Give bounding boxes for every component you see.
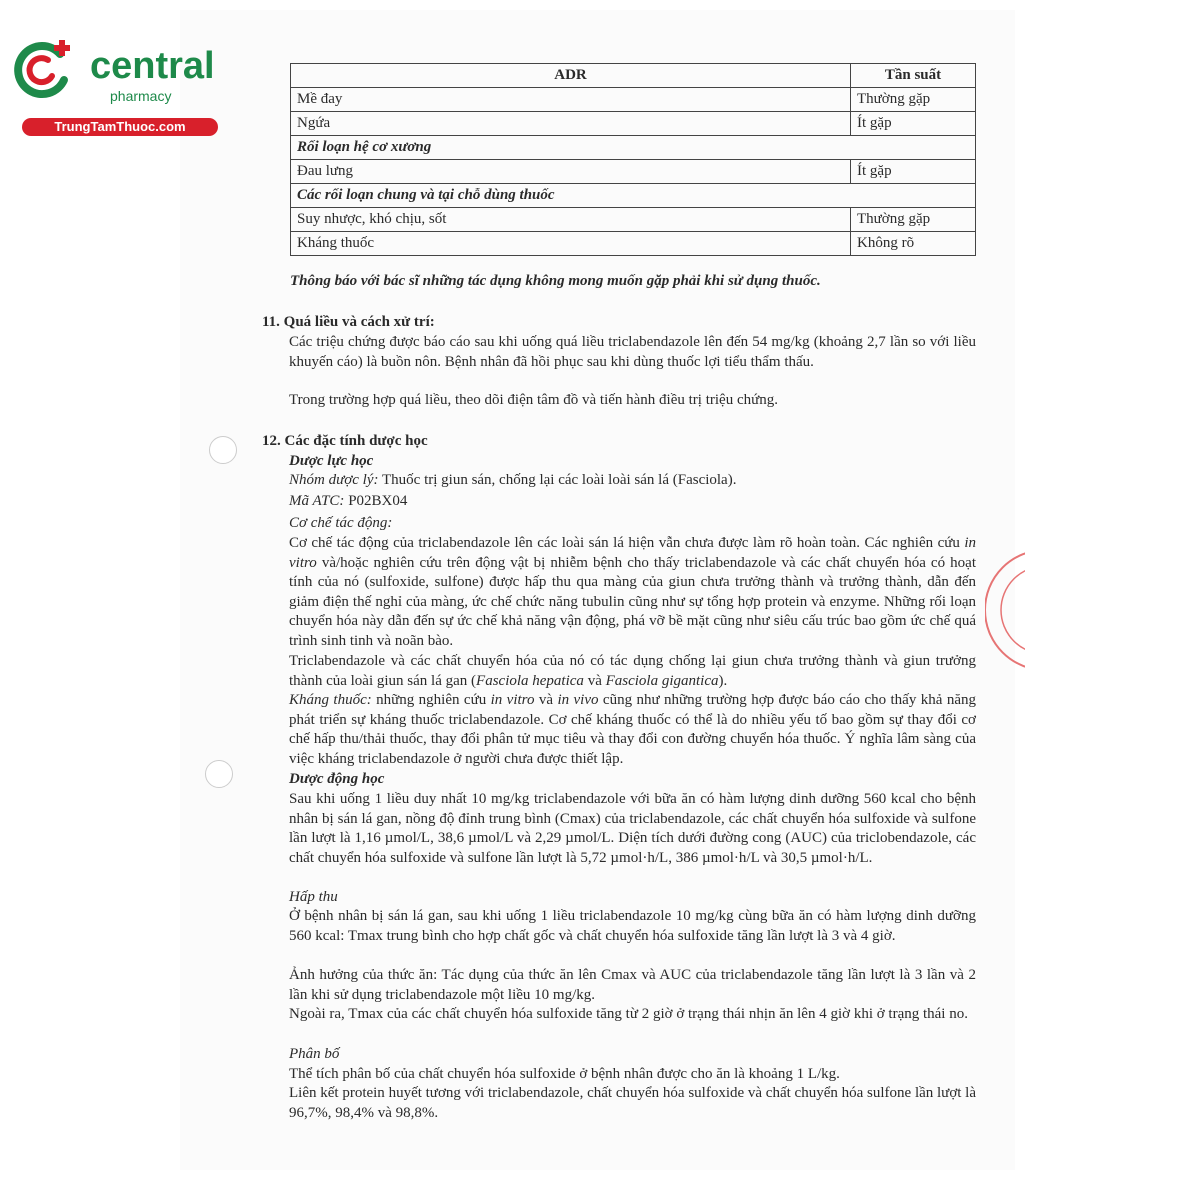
frequency-cell: Thường gặp [851, 208, 976, 232]
frequency-cell: Ít gặp [851, 112, 976, 136]
table-group-row [291, 184, 976, 208]
subsection-title: Hấp thu [289, 889, 338, 905]
distribution-paragraph: Thể tích phân bố của chất chuyển hóa sulfoxide ở bệnh nhân được cho ăn là khoảng 1 L/kg. [289, 1066, 840, 1082]
site-url: TrungTamThuoc.com [22, 118, 218, 136]
pharmacy-logo [10, 38, 220, 138]
adr-cell: Mề đay [291, 88, 851, 112]
section-11-paragraph: Các triệu chứng được báo cáo sau khi uống quá liều triclabendazole lên đến 54 mg/kg (khoảng 2,7 lần so với liều khuyến cáo) là buồn nôn. Bệnh nhân đã hồi phục sau khi dùng thuốc lợi tiểu thẩm thấu. [289, 334, 976, 370]
subsection-title: Dược động học [289, 771, 385, 787]
text-run: và [534, 692, 558, 708]
resistance-paragraph [289, 691, 976, 769]
adr-table [290, 63, 976, 256]
table-row [291, 160, 976, 184]
table-row [291, 232, 976, 256]
text-run: và [583, 672, 606, 689]
activity-paragraph [289, 652, 976, 691]
section-11-heading: 11. Quá liều và cách xử trí: [262, 314, 435, 330]
brand-name: central [90, 45, 215, 87]
subsection-title: Dược lực học [289, 453, 374, 469]
table-row [291, 208, 976, 232]
text-run: in vivo [557, 692, 599, 708]
text-run: Fasciola gigantica [605, 672, 719, 689]
field-value: P02BX04 [344, 493, 408, 509]
brand-subtitle: pharmacy [110, 88, 172, 104]
column-header-frequency: Tần suất [851, 64, 976, 88]
adr-cell: Kháng thuốc [291, 232, 851, 256]
punch-hole [205, 760, 233, 788]
logo-mark-icon [12, 40, 72, 100]
mechanism-paragraph [289, 534, 976, 651]
group-cell: Rối loạn hệ cơ xương [291, 136, 976, 160]
text-run: in vitro [490, 692, 535, 708]
field-label: Cơ chế tác động: [289, 515, 393, 531]
subsection-title: Phân bố [289, 1046, 340, 1062]
table-header-row [291, 64, 976, 88]
column-header-adr: ADR [291, 64, 851, 88]
frequency-cell: Thường gặp [851, 88, 976, 112]
text-run: những nghiên cứu [371, 692, 491, 708]
field-label: Nhóm dược lý: [289, 472, 379, 488]
adr-cell: Suy nhược, khó chịu, sốt [291, 208, 851, 232]
frequency-cell: Ít gặp [851, 160, 976, 184]
red-stamp-icon [985, 545, 1025, 675]
pharmacokinetics-paragraph: Sau khi uống 1 liều duy nhất 10 mg/kg triclabendazole với bữa ăn có hàm lượng dinh dưỡng 560 kcal cho bệnh nhân bị sán lá gan, nồng độ đỉnh trung bình (Cmax) của triclabendazole, các chất chuyển hóa sulfoxide và sulfone lần lượt là 1,16 µmol/L, 38,6 µmol/L và 2,29 µmol/L. Diện tích dưới đường cong (AUC) của triclobendazole, các chất chuyển hóa sulfoxide và sulfone lần lượt là 5,72 µmol·h/L, 386 µmol·h/L và 30,5 µmol·h/L. [289, 791, 976, 866]
atc-code [289, 492, 407, 512]
pharmacological-group [289, 471, 736, 491]
table-row [291, 112, 976, 136]
field-value: Thuốc trị giun sán, chống lại các loài loài sán lá (Fasciola). [378, 472, 737, 488]
table-note: Thông báo với bác sĩ những tác dụng không mong muốn gặp phải khi sử dụng thuốc. [290, 273, 821, 289]
text-run: Fasciola hepatica [476, 672, 584, 689]
group-cell: Các rối loạn chung và tại chỗ dùng thuốc [291, 184, 976, 208]
protein-binding-paragraph: Liên kết protein huyết tương với triclabendazole, chất chuyển hóa sulfoxide và chất chuyển hóa sulfone lần lượt là 96,7%, 98,4% và 98,8%. [289, 1085, 976, 1121]
tmax-paragraph: Ngoài ra, Tmax của các chất chuyển hóa sulfoxide tăng từ 2 giờ ở trạng thái nhịn ăn lên 4 giờ khi ở trạng thái no. [289, 1006, 968, 1022]
text-run: Triclabendazole và các chất chuyển hóa của nó có tác dụng chống lại giun chưa trưởng thành và giun trưởng thành của loài giun sán lá gan ( [289, 653, 976, 689]
field-label: Mã ATC: [289, 493, 345, 509]
absorption-paragraph: Ở bệnh nhân bị sán lá gan, sau khi uống 1 liều triclabendazole 10 mg/kg cùng bữa ăn có hàm lượng dinh dưỡng 560 kcal: Tmax trung bình cho hợp chất gốc và chất chuyển hóa sulfoxide tăng lần lượt là 3 và 4 giờ. [289, 908, 976, 944]
frequency-cell: Không rõ [851, 232, 976, 256]
text-run: cũng như những trường hợp được báo cáo cho thấy khả năng phát triển sự kháng thuốc triclabendazole. Cơ chế kháng thuốc có thể là do nhiều yếu tố bao gồm sự thay đổi cơ chế hấp thu/thải thuốc, thay đổi phân tử mục tiêu và thay đổi con đường chuyển hóa thuốc. Ý nghĩa lâm sàng của việc kháng triclabendazole ở người chưa được thiết lập. [289, 692, 976, 767]
punch-hole [209, 436, 237, 464]
text-run: Cơ chế tác động của triclabendazole lên các loài sán lá hiện vẫn chưa được làm rõ hoàn toàn. Các nghiên cứu [289, 535, 965, 551]
text-run: ). [718, 672, 728, 689]
table-row [291, 88, 976, 112]
text-run: in vitro [289, 535, 976, 571]
table-group-row [291, 136, 976, 160]
food-effect-paragraph: Ảnh hưởng của thức ăn: Tác dụng của thức ăn lên Cmax và AUC của triclabendazole tăng lần lượt là 3 lần và 2 lần khi sử dụng triclabendazole một liều 10 mg/kg. [289, 967, 976, 1003]
adr-cell: Ngứa [291, 112, 851, 136]
section-12-heading: 12. Các đặc tính dược học [262, 433, 428, 449]
section-11-paragraph: Trong trường hợp quá liều, theo dõi điện tâm đồ và tiến hành điều trị triệu chứng. [289, 392, 778, 408]
adr-cell: Đau lưng [291, 160, 851, 184]
field-label: Kháng thuốc: [289, 692, 372, 708]
text-run: và/hoặc nghiên cứu trên động vật bị nhiễm bệnh cho thấy triclabendazole và các chất chuyển hóa có hoạt tính của nó (sulfoxide, sulfone) được hấp thu qua màng của giun chưa trưởng thành và trưởng thành, dẫn đến giảm điện thế nghỉ của màng, ức chế chức năng tubulin cũng như sự tổng hợp protein và enzyme. Những rối loạn chuyển hóa này dẫn đến sự ức chế khả năng vận động, phá vỡ bề mặt cũng như siêu cấu trúc bao gồm ức chế quá trình sinh tinh và noãn bào. [289, 554, 976, 649]
